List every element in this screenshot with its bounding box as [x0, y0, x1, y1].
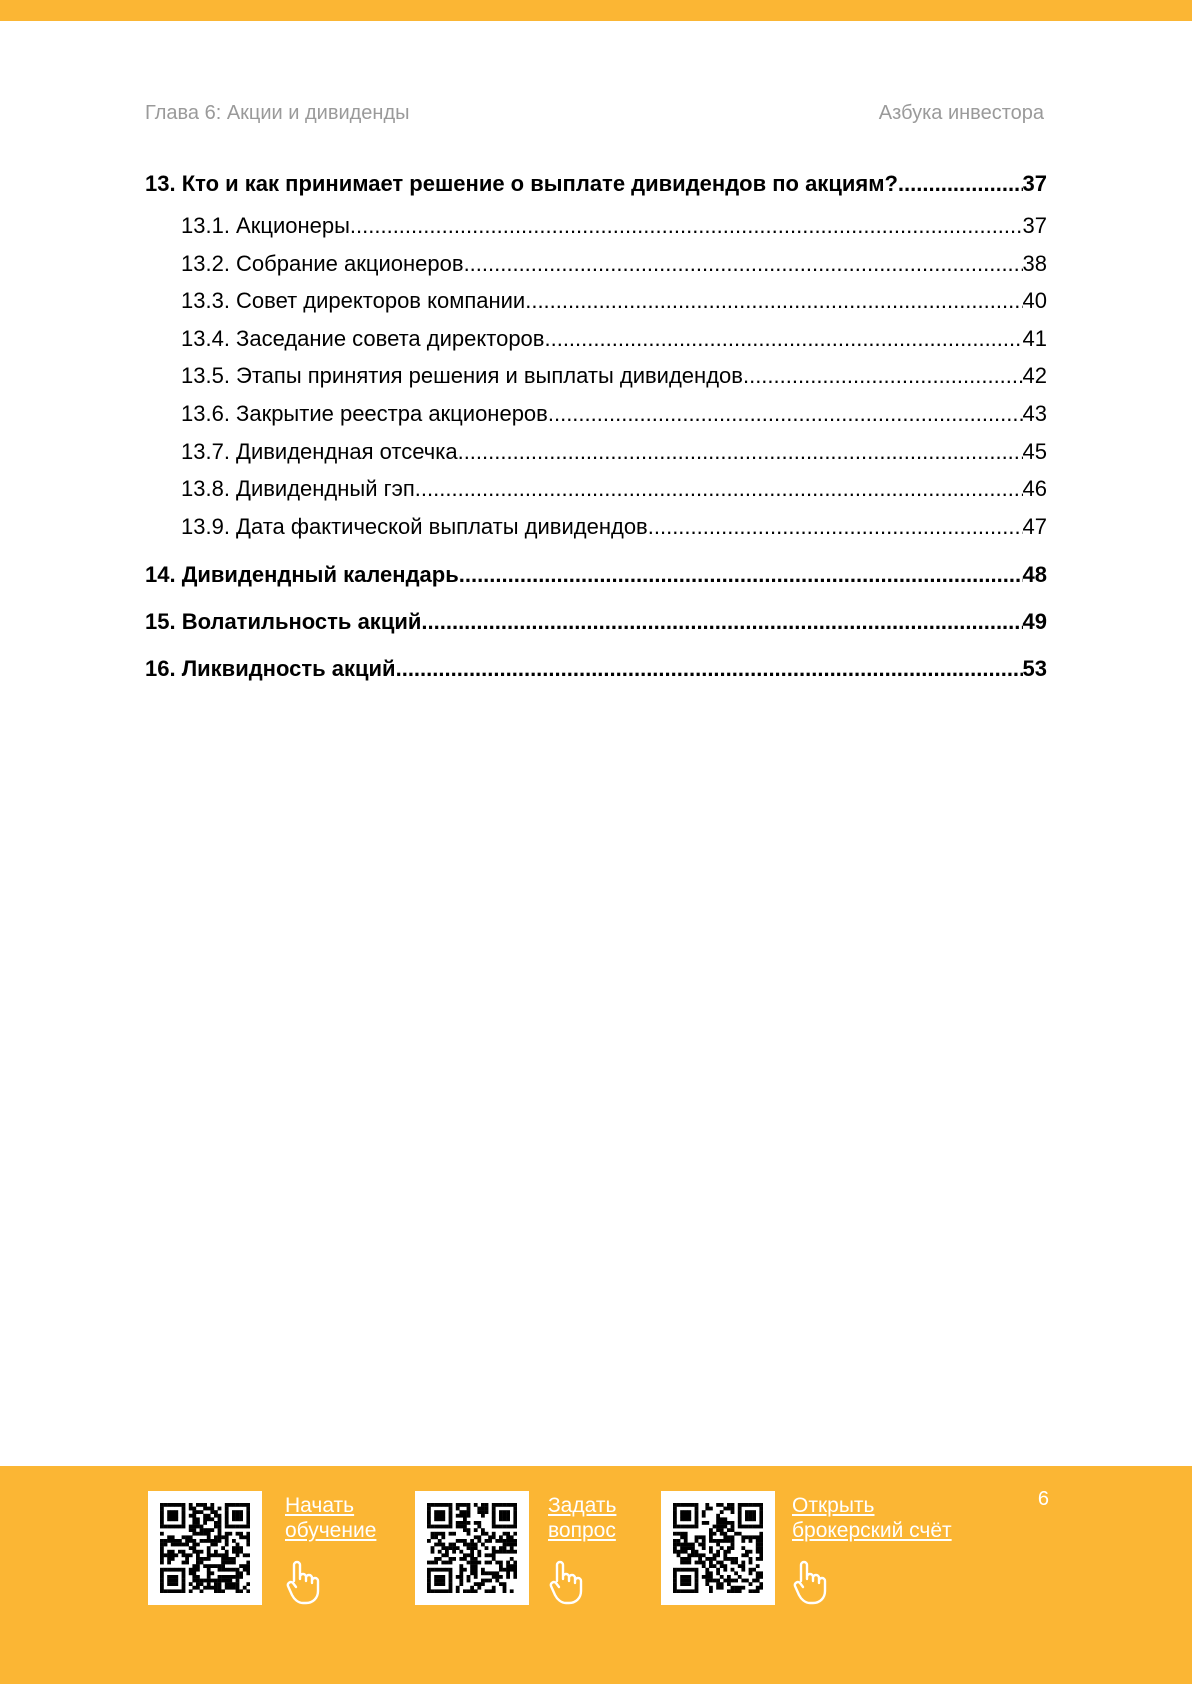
toc-entry-page: 47 — [1022, 513, 1047, 539]
link-line: обучение — [285, 1519, 377, 1542]
footer-bar — [0, 1466, 1192, 1684]
toc-entry-page: 38 — [1022, 250, 1047, 276]
toc-entry-13-5[interactable] — [145, 357, 1047, 395]
toc-entry-13-9[interactable] — [145, 508, 1047, 546]
toc-entry-13-4[interactable] — [145, 320, 1047, 358]
toc-entry-title: 14. Дивидендный календарь — [145, 562, 459, 588]
toc-entry-title: 13.9. Дата фактической выплаты дивидендов — [181, 513, 648, 539]
pointing-hand-icon — [548, 1559, 584, 1605]
qr-code-icon[interactable] — [415, 1491, 529, 1605]
toc-entry-page: 48 — [1022, 562, 1047, 588]
toc-entry-16[interactable] — [145, 645, 1047, 692]
qr-code-icon[interactable] — [661, 1491, 775, 1605]
page-number: 6 — [1037, 1488, 1049, 1510]
toc-entry-page: 42 — [1022, 363, 1047, 389]
toc-entry-13-1[interactable] — [145, 207, 1047, 245]
toc-entry-page: 43 — [1022, 400, 1047, 426]
toc-entry-page: 40 — [1022, 288, 1047, 314]
toc-entry-title: 13.5. Этапы принятия решения и выплаты дивидендов — [181, 363, 743, 389]
toc-entry-page: 37 — [1022, 171, 1047, 196]
link-line: брокерский счёт — [792, 1519, 952, 1542]
start-learning-link[interactable] — [285, 1493, 376, 1543]
running-header-chapter: Глава 6: Акции и дивиденды — [145, 102, 410, 124]
ask-question-link[interactable] — [548, 1493, 616, 1543]
open-brokerage-account-link[interactable] — [792, 1493, 952, 1543]
toc-entry-title: 13.4. Заседание совета директоров — [181, 325, 545, 351]
toc-entry-page: 46 — [1022, 476, 1047, 502]
toc-entry-page: 49 — [1022, 609, 1047, 635]
toc-entry-title: 13.8. Дивидендный гэп — [181, 476, 415, 502]
toc-entry-title: 15. Волатильность акций — [145, 609, 422, 635]
toc-entry-title: 16. Ликвидность акций — [145, 656, 396, 682]
toc-entry-14[interactable] — [145, 551, 1047, 598]
toc-entry-15[interactable] — [145, 598, 1047, 645]
toc-entry-13-2[interactable] — [145, 245, 1047, 283]
qr-code-icon[interactable] — [148, 1491, 262, 1605]
toc-entry-title: 13.1. Акционеры — [181, 213, 350, 238]
toc-entry-page: 45 — [1022, 438, 1047, 464]
running-header-book: Азбука инвестора — [878, 102, 1044, 124]
toc-entry-title: 13.3. Совет директоров компании — [181, 288, 526, 314]
toc-entry-page: 53 — [1022, 656, 1047, 682]
toc-entry-title: 13. Кто и как принимает решение о выплате дивидендов по акциям? — [145, 171, 898, 196]
top-accent-bar — [0, 0, 1192, 21]
table-of-contents — [145, 160, 1047, 692]
toc-entry-13-3[interactable] — [145, 282, 1047, 320]
link-line: Начать — [285, 1494, 355, 1517]
toc-entry-13-8[interactable] — [145, 470, 1047, 508]
toc-entry-13-6[interactable] — [145, 395, 1047, 433]
toc-entry-title: 13.7. Дивидендная отсечка — [181, 438, 458, 464]
toc-entry-title: 13.2. Собрание акционеров — [181, 250, 464, 276]
link-line: вопрос — [548, 1519, 616, 1542]
toc-entry-13-7[interactable] — [145, 433, 1047, 471]
toc-entry-13[interactable] — [145, 160, 1047, 207]
link-line: Открыть — [792, 1494, 875, 1517]
toc-entry-page: 37 — [1022, 213, 1047, 238]
link-line: Задать — [548, 1494, 617, 1517]
pointing-hand-icon — [285, 1559, 321, 1605]
toc-entry-title: 13.6. Закрытие реестра акционеров — [181, 400, 548, 426]
toc-entry-page: 41 — [1022, 325, 1047, 351]
pointing-hand-icon — [792, 1559, 828, 1605]
